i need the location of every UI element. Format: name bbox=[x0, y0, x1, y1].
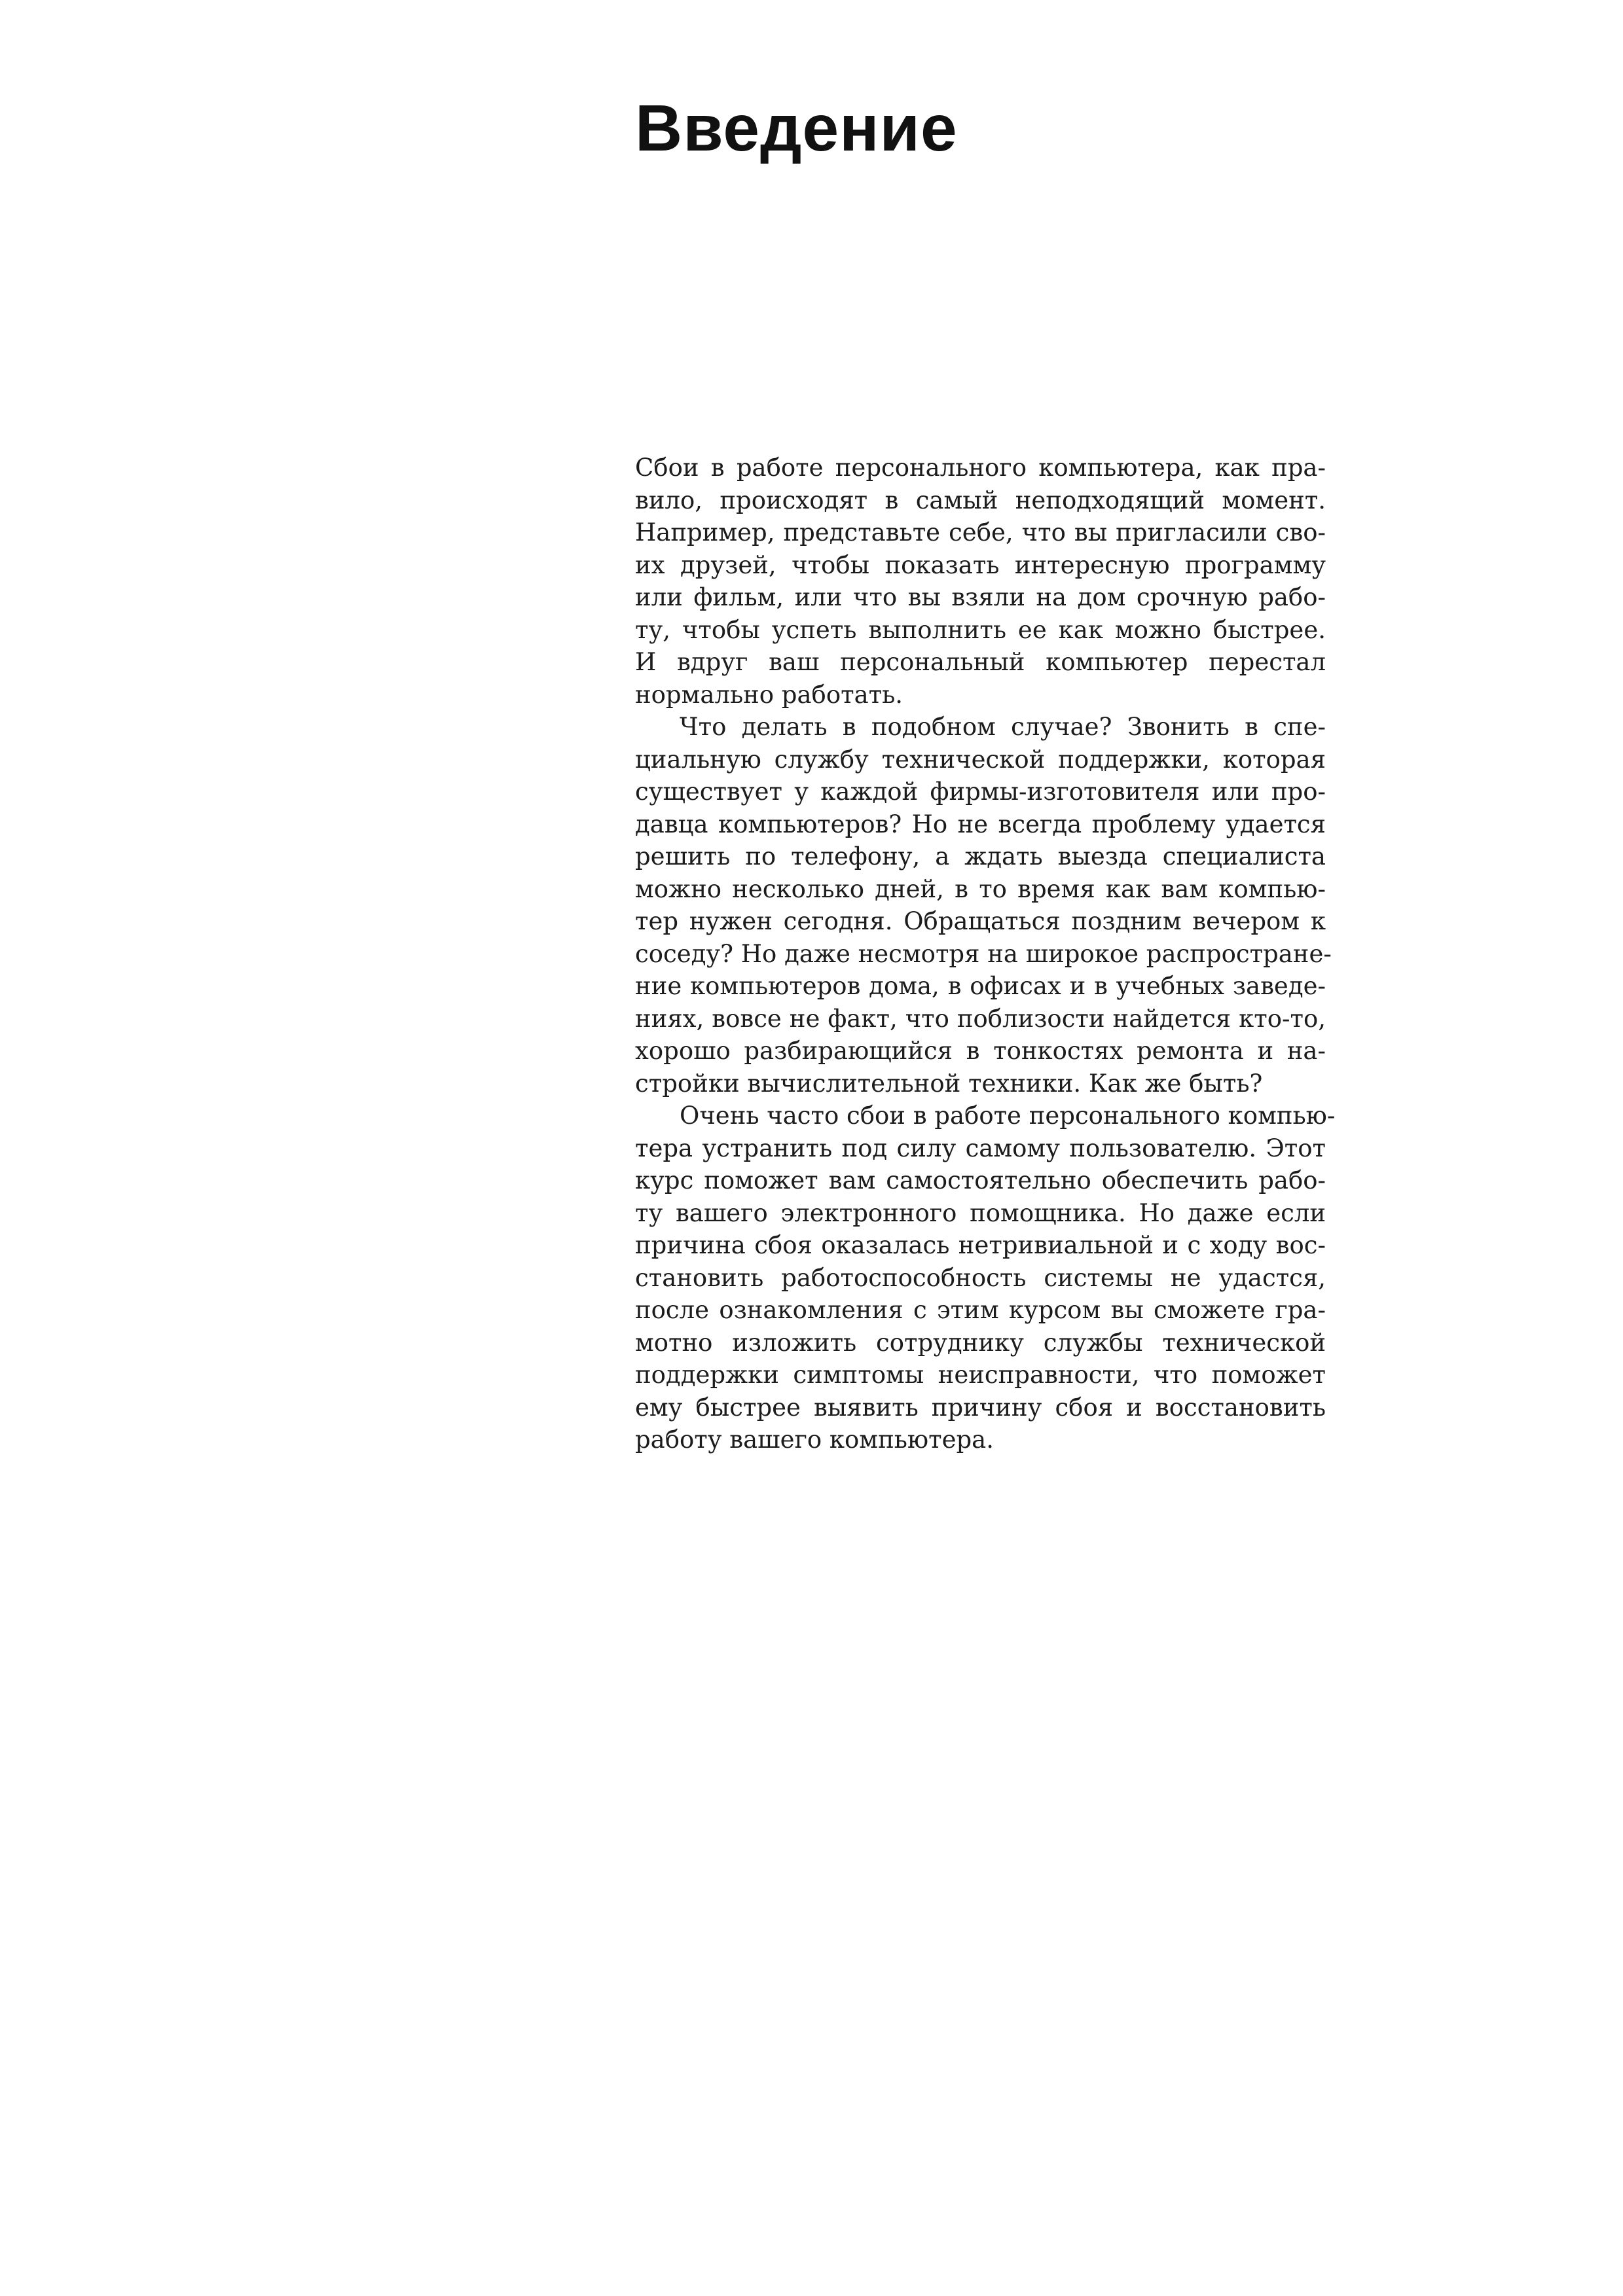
paragraph bbox=[635, 711, 1332, 1100]
paragraph-line: тер нужен сегодня. Обращаться поздним вечером к bbox=[635, 907, 1326, 935]
paragraph-line: ние компьютеров дома, в офисах и в учебных заведе- bbox=[635, 972, 1326, 1000]
paragraph-line: ту вашего электронного помощника. Но даже если bbox=[635, 1198, 1326, 1227]
paragraph-line: мотно изложить сотруднику службы технической bbox=[635, 1328, 1326, 1357]
paragraph-line: хорошо разбирающийся в тонкостях ремонта и на- bbox=[635, 1037, 1326, 1065]
paragraph-line: или фильм, или что вы взяли на дом срочную рабо- bbox=[635, 583, 1326, 611]
paragraph bbox=[635, 1100, 1336, 1456]
paragraph-line: Например, представьте себе, что вы пригласили сво- bbox=[635, 518, 1326, 547]
paragraph-line: Что делать в подобном случае? Звонить в спе- bbox=[680, 713, 1326, 741]
paragraph-line: их друзей, чтобы показать интересную программу bbox=[635, 550, 1326, 579]
paragraph-line: становить работоспособность системы не удастся, bbox=[635, 1263, 1326, 1292]
paragraph-line: вило, происходят в самый неподходящий момент. bbox=[635, 486, 1326, 514]
paragraph-line: соседу? Но даже несмотря на широкое распростране- bbox=[635, 939, 1332, 968]
paragraph-line: причина сбоя оказалась нетривиальной и с ходу вос- bbox=[635, 1231, 1326, 1259]
paragraph-line: курс поможет вам самостоятельно обеспечить рабо- bbox=[635, 1166, 1326, 1194]
paragraph-line: поддержки симптомы неисправности, что поможет bbox=[635, 1361, 1326, 1389]
paragraph-line: существует у каждой фирмы-изготовителя или про- bbox=[635, 778, 1326, 806]
page-title: Введение bbox=[635, 92, 958, 165]
paragraph-line: Сбои в работе персонального компьютера, как пра- bbox=[635, 454, 1326, 482]
paragraph-line: тера устранить под силу самому пользователю. Этот bbox=[635, 1134, 1326, 1162]
paragraph-line: давца компьютеров? Но не всегда проблему удается bbox=[635, 810, 1326, 838]
paragraph-line: стройки вычислительной техники. Как же быть? bbox=[635, 1069, 1263, 1098]
paragraph-line: ниях, вовсе не факт, что поблизости найдется кто-то, bbox=[635, 1004, 1326, 1033]
paragraph-line: циальную службу технической поддержки, которая bbox=[635, 745, 1326, 774]
paragraph-line: работу вашего компьютера. bbox=[635, 1426, 994, 1454]
paragraph-line: нормально работать. bbox=[635, 680, 903, 709]
paragraph-line: И вдруг ваш персональный компьютер перестал bbox=[635, 648, 1326, 676]
paragraph-line: решить по телефону, а ждать выезда специалиста bbox=[635, 842, 1326, 870]
paragraph-line: ему быстрее выявить причину сбоя и восстановить bbox=[635, 1393, 1326, 1422]
paragraph-line: после ознакомления с этим курсом вы сможете гра- bbox=[635, 1296, 1326, 1324]
paragraph-line: Очень часто сбои в работе персонального компью- bbox=[680, 1102, 1336, 1130]
paragraph-line: можно несколько дней, в то время как вам компью- bbox=[635, 874, 1326, 903]
paragraph bbox=[635, 452, 1326, 711]
body-text bbox=[635, 452, 1336, 1456]
paragraph-line: ту, чтобы успеть выполнить ее как можно быстрее. bbox=[635, 615, 1326, 644]
